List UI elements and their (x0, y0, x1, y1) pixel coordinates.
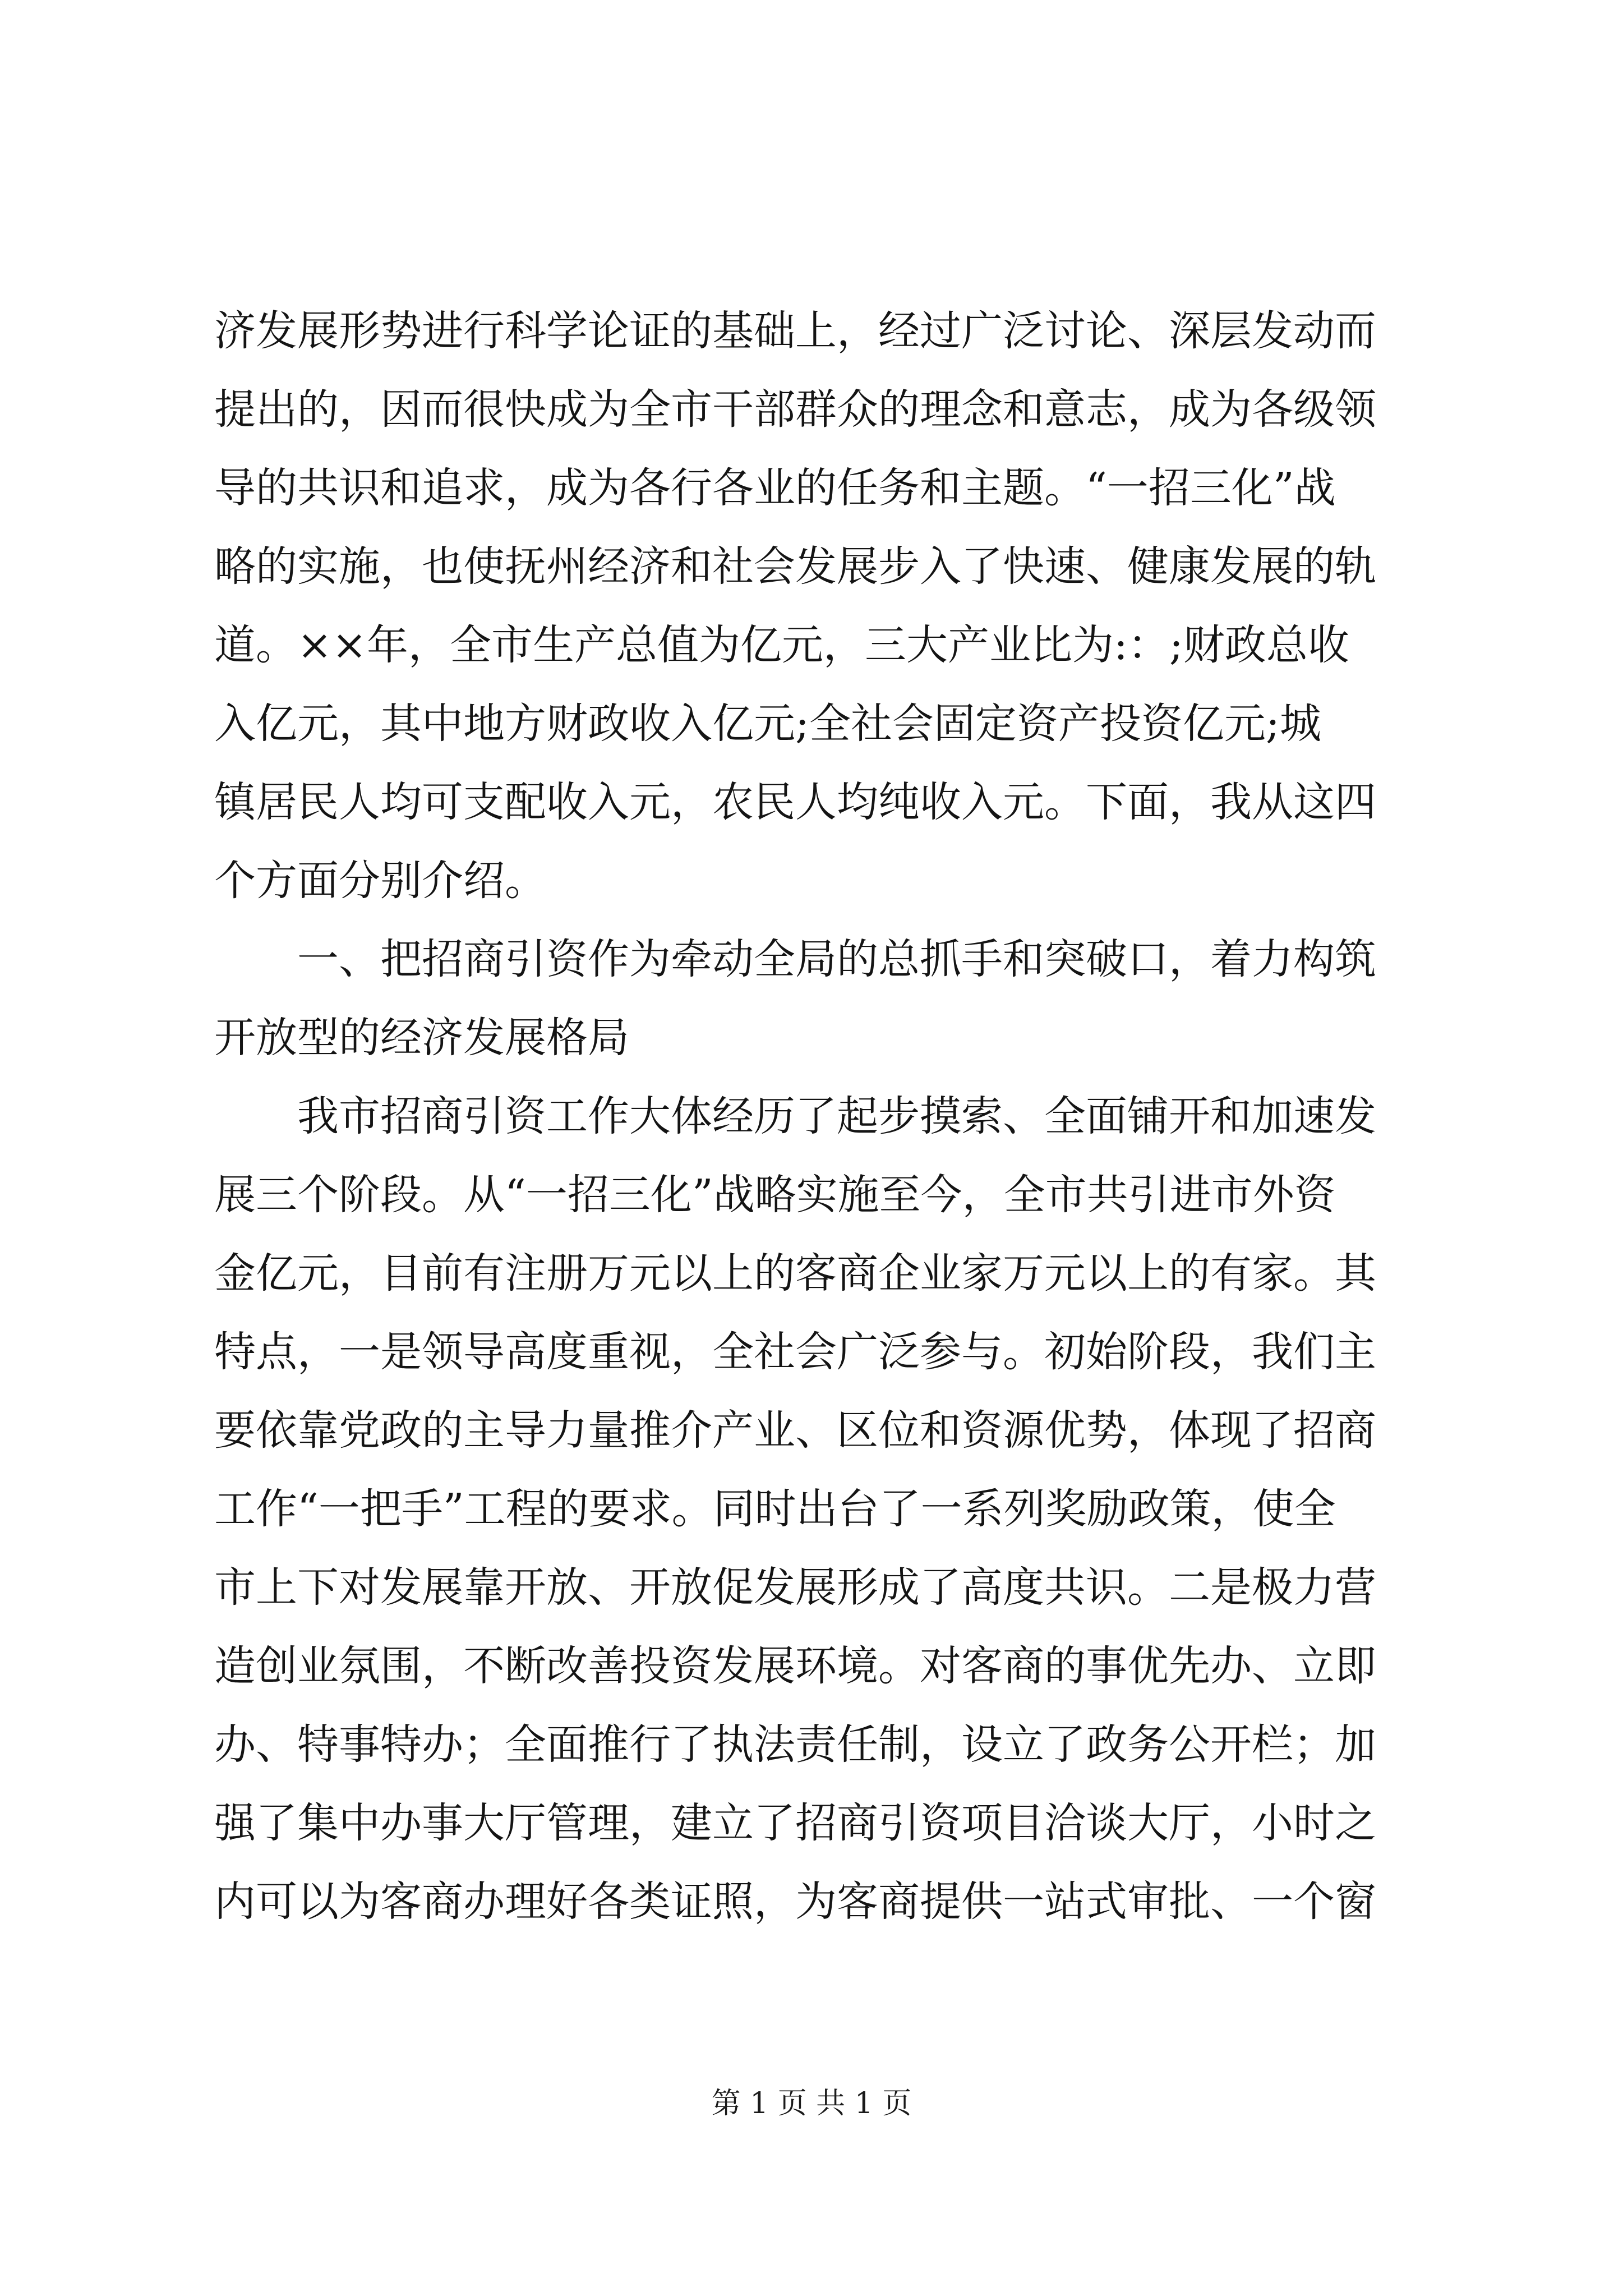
section-heading-line: 一、把招商引资作为牵动全局的总抓手和突破口，着力构筑 (214, 935, 1376, 983)
text-line: 入亿元，其中地方财政收入亿元;全社会固定资产投资亿元;城 (214, 700, 1321, 748)
text-line: 办、特事特办；全面推行了执法责任制，设立了政务公开栏；加 (214, 1720, 1376, 1769)
text-line: 个方面分别介绍。 (214, 857, 546, 905)
text-line: 强了集中办事大厅管理，建立了招商引资项目洽谈大厅，小时之 (214, 1799, 1376, 1847)
text-line: 导的共识和追求，成为各行各业的任务和主题。“一招三化”战 (214, 464, 1336, 512)
text-line: 展三个阶段。从“一招三化”战略实施至今，全市共引进市外资 (214, 1171, 1336, 1219)
page-number-footer: 第 1 页 共 1 页 (711, 2087, 912, 2120)
text-line: 提出的，因而很快成为全市干部群众的理念和意志，成为各级领 (214, 385, 1376, 434)
text-line: 道。××年，全市生产总值为亿元，三大产业比为:：;财政总收 (214, 621, 1349, 669)
text-line: 济发展形势进行科学论证的基础上，经过广泛讨论、深层发动而 (214, 307, 1376, 355)
section-heading-line: 开放型的经济发展格局 (214, 1014, 629, 1062)
text-line: 我市招商引资工作大体经历了起步摸索、全面铺开和加速发 (214, 1092, 1376, 1140)
text-line: 要依靠党政的主导力量推介产业、区位和资源优势，体现了招商 (214, 1406, 1376, 1455)
text-line: 金亿元，目前有注册万元以上的客商企业家万元以上的有家。其 (214, 1249, 1376, 1297)
text-line: 造创业氛围，不断改善投资发展环境。对客商的事优先办、立即 (214, 1642, 1376, 1690)
text-line: 特点，一是领导高度重视，全社会广泛参与。初始阶段，我们主 (214, 1328, 1376, 1376)
document-body (214, 292, 1414, 1941)
text-line: 工作“一把手”工程的要求。同时出台了一系列奖励政策，使全 (214, 1485, 1336, 1533)
text-line: 内可以为客商办理好各类证照，为客商提供一站式审批、一个窗 (214, 1878, 1376, 1926)
text-line: 市上下对发展靠开放、开放促发展形成了高度共识。二是极力营 (214, 1563, 1376, 1612)
text-line: 略的实施，也使抚州经济和社会发展步入了快速、健康发展的轨 (214, 542, 1376, 591)
text-line: 镇居民人均可支配收入元，农民人均纯收入元。下面，我从这四 (214, 778, 1376, 826)
